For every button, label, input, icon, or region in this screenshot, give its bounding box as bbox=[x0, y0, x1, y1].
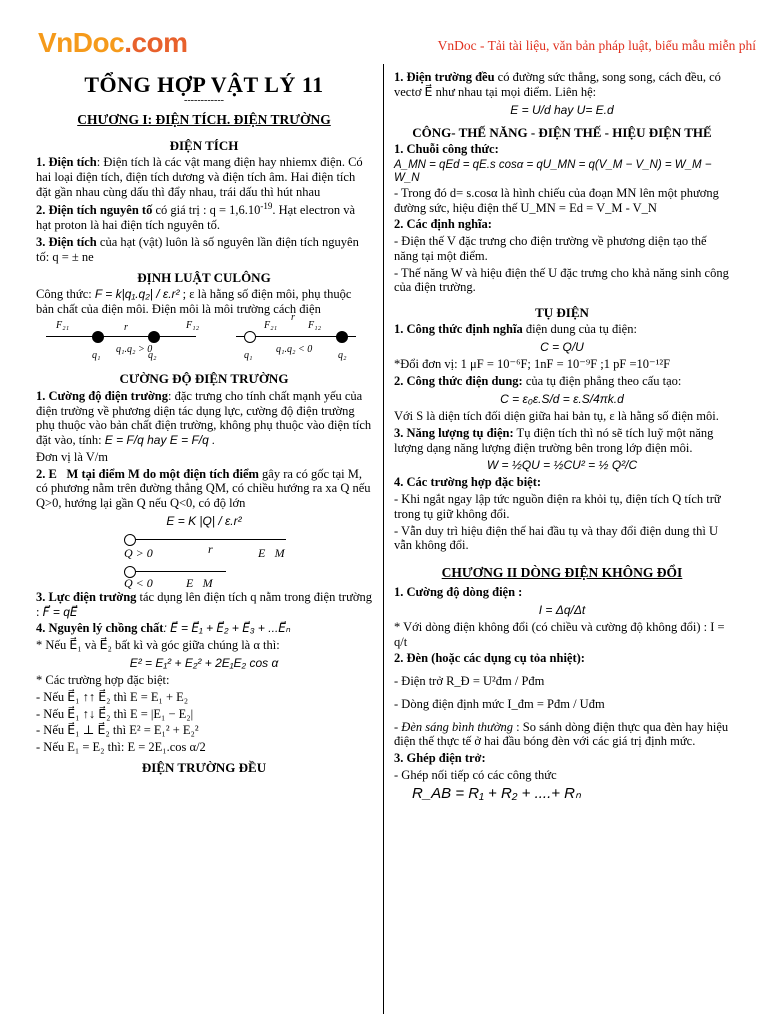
para-don-vi: Đơn vị là V/m bbox=[36, 449, 109, 464]
formula-superposition: : E⃗ = E⃗₁ + E⃗₂ + E⃗₃ + ...E⃗ₙ bbox=[163, 621, 291, 636]
para-bat-ki: * Nếu E⃗₁ và E⃗₂ bất kì và góc giữa chúng là α thì: bbox=[36, 638, 280, 653]
force-label: F₁₂ bbox=[308, 320, 322, 332]
field-line bbox=[136, 539, 286, 540]
chapter-2-heading: CHƯƠNG II DÒNG ĐIỆN KHÔNG ĐỔI bbox=[441, 565, 683, 581]
para-dinh-nghia-c bbox=[394, 322, 730, 337]
term: 1. Chuỗi công thức: bbox=[394, 141, 499, 156]
charge-q1 bbox=[92, 331, 104, 343]
para-nang-luong bbox=[394, 426, 730, 456]
charge-q2 bbox=[336, 331, 348, 343]
formula-r-series: R_AB = R₁ + R₂ + ....+ Rₙ bbox=[412, 784, 581, 802]
formula-w: W = ½QU = ½CU² = ½ Q²/C bbox=[486, 458, 638, 473]
field-diagram bbox=[36, 532, 372, 590]
para-chuoi bbox=[394, 142, 730, 157]
para-nguyen-to bbox=[36, 201, 372, 233]
para-truong-hop bbox=[394, 475, 730, 490]
term: 1. Cường độ điện trường bbox=[36, 388, 168, 403]
vndoc-logo[interactable] bbox=[38, 26, 188, 59]
term: 3. Năng lượng tụ điện: bbox=[394, 425, 514, 440]
section-dien-tich: ĐIỆN TÍCH bbox=[169, 137, 239, 153]
text: của tụ điện phẳng theo cấu tạo: bbox=[522, 374, 682, 389]
charge-q2 bbox=[148, 331, 160, 343]
para-dien-dung bbox=[394, 374, 730, 389]
para-dong-khong-doi: * Với dòng điện không đổi (có chiều và cường độ không đổi) : I = q/t bbox=[394, 619, 725, 649]
axis-line bbox=[46, 336, 196, 337]
para-voi-s: Với S là diện tích đối diện giữa hai bản tụ, ε là hằng số điện môi. bbox=[394, 409, 719, 423]
section-tu-dien: TỤ ĐIỆN bbox=[535, 305, 589, 321]
force-label: F₂₁ bbox=[264, 320, 278, 332]
para-dong-dinh-muc: - Dòng điện định mức I_đm = Pđm / Uđm bbox=[394, 696, 605, 711]
para-cuong-do bbox=[36, 389, 372, 448]
text: ; ε là hằng số điện môi, phụ thuộc bản chất của điện môi. Điện môi là môi trường cách điện bbox=[36, 286, 352, 316]
para-the-nang: - Thế năng W và hiệu điện thế U đặc trưng cho khả năng sinh công của điện trường. bbox=[394, 265, 729, 295]
para-doi-don-vi: *Đổi đơn vị: 1 μF = 10⁻⁶F; 1nF = 10⁻⁹F ;1 pF =10⁻¹²F bbox=[394, 357, 671, 372]
term: 3. Lực điện trường bbox=[36, 589, 137, 604]
positive-charge bbox=[124, 534, 136, 546]
field-label: E⃗M bbox=[258, 545, 285, 560]
para-cuong-do-dong bbox=[394, 585, 730, 600]
title-divider: ------------ bbox=[184, 94, 224, 106]
culong-diagram bbox=[36, 312, 372, 366]
para-den bbox=[394, 651, 730, 666]
term: 2. Điện tích nguyên tố bbox=[36, 203, 153, 218]
distance-label: r bbox=[124, 322, 128, 334]
force-label: F₁₂ bbox=[186, 320, 200, 332]
para-sang-binh-thuong bbox=[394, 720, 730, 750]
charge-label: Q < 0 bbox=[124, 575, 153, 590]
formula-culong: F = k|q₁.q₂| / ε.r² bbox=[94, 286, 180, 301]
charge-q1 bbox=[244, 331, 256, 343]
chapter-1-heading: CHƯƠNG I: ĐIỆN TÍCH. ĐIỆN TRƯỜNG bbox=[77, 111, 331, 127]
case-equal: - Nếu E₁ = E₂ thì: E = 2E₁.cos α/2 bbox=[36, 740, 206, 755]
para-diem-m bbox=[36, 467, 372, 511]
para-dac-biet: * Các trường hợp đặc biệt: bbox=[36, 673, 170, 688]
term: 2. E⃗M tại điểm M do một điện tích điểm bbox=[36, 466, 259, 481]
field-line bbox=[136, 571, 226, 572]
section-cong-the-nang: CÔNG- THẾ NĂNG - ĐIỆN THẾ - HIỆU ĐIỆN THẾ bbox=[412, 124, 712, 140]
section-dien-truong-deu: ĐIỆN TRƯỜNG ĐỀU bbox=[141, 759, 267, 775]
text: gây ra có gốc tại M, có phương nằm trên đường thẳng QM, có chiều hướng ra xa Q nếu Q>0, hướng lại gần Q nếu Q<0, có độ lớn bbox=[36, 466, 371, 511]
text: : So sánh dòng điện thực qua đèn hay hiệu điện thế thực tế ở hai đầu bóng đèn với các giá trị định mức. bbox=[394, 719, 729, 749]
term: 4. Các trường hợp đặc biệt: bbox=[394, 475, 542, 490]
condition-label: q₁.q₂ > 0 bbox=[116, 344, 153, 356]
text: có giá trị : q = 1,6.10 bbox=[152, 203, 261, 218]
formula-eu: E = U/d hay U= E.d bbox=[510, 102, 614, 117]
charge-label: q₁ bbox=[92, 350, 101, 362]
formula-c-phang: C = ε₀ε.S/d = ε.S/4πk.d bbox=[500, 391, 624, 406]
para-ngat-nguon: - Khi ngắt ngay lập tức nguồn điện ra khỏi tụ, điện tích Q tích trữ trong tụ giữ không đổi. bbox=[394, 492, 721, 521]
page-title: TỔNG HỢP VẬT LÝ 11 bbox=[84, 72, 324, 97]
distance-label: r bbox=[208, 541, 213, 556]
formula-cos: E² = E₁² + E₂² + 2E₁E₂ cos α bbox=[129, 655, 279, 670]
text: : đặc trưng cho tính chất mạnh yếu của điện trường về phương diện tác dụng lực, cường độ điện trường phụ thuộc vào bản chất điện trường, không phụ thuộc vào điện tích đặt vào, tính: bbox=[36, 388, 372, 448]
charge-label: Q > 0 bbox=[124, 545, 153, 560]
section-cuong-do: CƯỜNG ĐỘ ĐIỆN TRƯỜNG bbox=[119, 371, 289, 387]
para-chong-chat bbox=[36, 621, 372, 636]
formula-force: F⃗ = qE⃗ bbox=[42, 604, 78, 619]
para-dinh-nghia bbox=[394, 217, 730, 232]
para-dien-tich bbox=[36, 155, 372, 199]
distance-label: r bbox=[291, 312, 295, 324]
condition-label: q₁.q₂ < 0 bbox=[276, 344, 313, 356]
site-tagline: VnDoc - Tải tài liệu, văn bản pháp luật, biểu mẫu miễn phí bbox=[437, 38, 756, 53]
term: 1. Cường độ dòng điện : bbox=[394, 585, 523, 600]
force-label: F₂₁ bbox=[56, 320, 70, 332]
term: 3. Ghép điện trở: bbox=[394, 751, 486, 766]
text: có đường sức thẳng, song song, cách đều, có vectơ E⃗ như nhau tại mọi điểm. Liên hệ: bbox=[394, 70, 721, 99]
formula-c: C = Q/U bbox=[540, 340, 584, 355]
logo-text: VnDoc bbox=[38, 27, 125, 58]
charge-label: q₂ bbox=[338, 350, 347, 362]
para-truong-deu bbox=[394, 70, 730, 100]
term: 1. Điện tích bbox=[36, 155, 97, 170]
term: 1. Điện trường đều bbox=[394, 70, 495, 84]
formula-chain: A_MN = qEd = qE.s cosα = qU_MN = q(V_M − V_N) = W_M − W_N bbox=[394, 158, 712, 185]
section-culong: ĐỊNH LUẬT CULÔNG bbox=[137, 269, 271, 285]
para-duy-tri: - Vẫn duy trì hiệu điện thế hai đầu tụ và thay đổi điện dung thì U vẫn không đổi. bbox=[394, 523, 719, 553]
text: . Hạt electron và hạt proton là hai điện tích nguyên tố. bbox=[36, 203, 356, 233]
term: 3. Điện tích bbox=[36, 235, 97, 250]
para-luc-dien bbox=[36, 590, 372, 620]
para-ghep-dien-tro bbox=[394, 751, 730, 766]
text: điện dung của tụ điện: bbox=[522, 322, 637, 337]
para-dien-tro-den: - Điện trở R_Đ = U²đm / Pđm bbox=[394, 674, 545, 689]
para-trong-do: - Trong đó d= s.cosα là hình chiếu của đoạn MN lên một phương đường sức, hiệu điện thế U_MN = Ed = V_M - V_N bbox=[394, 185, 719, 215]
para-so-nguyen bbox=[36, 235, 372, 265]
formula-i: I = Δq/Δt bbox=[538, 602, 586, 617]
text: Tụ điện tích thì nó sẽ tích luỹ một năng lượng dạng năng lượng điện trường bên trong lớp điện môi. bbox=[394, 425, 714, 455]
text: : Điện tích là các vật mang điện hay nhiemx điện. Có hai loại điện tích, điện tích dương và điện tích âm. Hai điện tích đặt gần nhau cùng dấu thì đẩy nhau, trái dấu thì hút nhau bbox=[36, 155, 363, 199]
left-column bbox=[36, 70, 372, 777]
formula-point-charge: E = K |Q| / ε.r² bbox=[166, 513, 242, 528]
logo-domain: .com bbox=[124, 27, 188, 58]
term: 2. Các định nghĩa: bbox=[394, 217, 492, 232]
term: 4. Nguyên lý chồng chất bbox=[36, 621, 164, 636]
term: 2. Đèn (hoặc các dụng cụ tỏa nhiệt): bbox=[394, 651, 585, 666]
formula-e: E = F/q hay E = F/q . bbox=[104, 433, 216, 448]
para-noi-tiep: - Ghép nối tiếp có các công thức bbox=[394, 767, 557, 782]
column-divider bbox=[383, 64, 384, 1014]
case-parallel: - Nếu E⃗₁ ↑↑ E⃗₂ thì E = E₁ + E₂ bbox=[36, 689, 189, 704]
case-perpendicular: - Nếu E⃗₁ ⊥ E⃗₂ thì E² = E₁² + E₂² bbox=[36, 723, 199, 738]
charge-label: q₁ bbox=[244, 350, 253, 362]
term: 1. Công thức định nghĩa bbox=[394, 322, 523, 337]
field-label: E⃗M bbox=[186, 575, 213, 590]
para-dien-the: - Điện thế V đặc trưng cho điện trường về phương diện tạo thế năng tại một điểm. bbox=[394, 234, 707, 263]
term: 2. Công thức điện dung: bbox=[394, 374, 523, 389]
exponent: -19 bbox=[260, 201, 273, 212]
term: - Đèn sáng bình thường bbox=[394, 719, 514, 734]
right-column bbox=[394, 70, 730, 802]
para-culong bbox=[36, 287, 372, 317]
text: của hạt (vật) luôn là số nguyên lần điện tích nguyên tố: q = ± ne bbox=[36, 235, 359, 264]
charge-label: q₂ bbox=[148, 350, 157, 362]
case-antiparallel: - Nếu E⃗₁ ↑↓ E⃗₂ thì E = |E₁ − E₂| bbox=[36, 706, 194, 721]
text: tác dụng lên điện tích q nằm trong điện trường : bbox=[36, 589, 372, 619]
text: Công thức: bbox=[36, 286, 95, 301]
